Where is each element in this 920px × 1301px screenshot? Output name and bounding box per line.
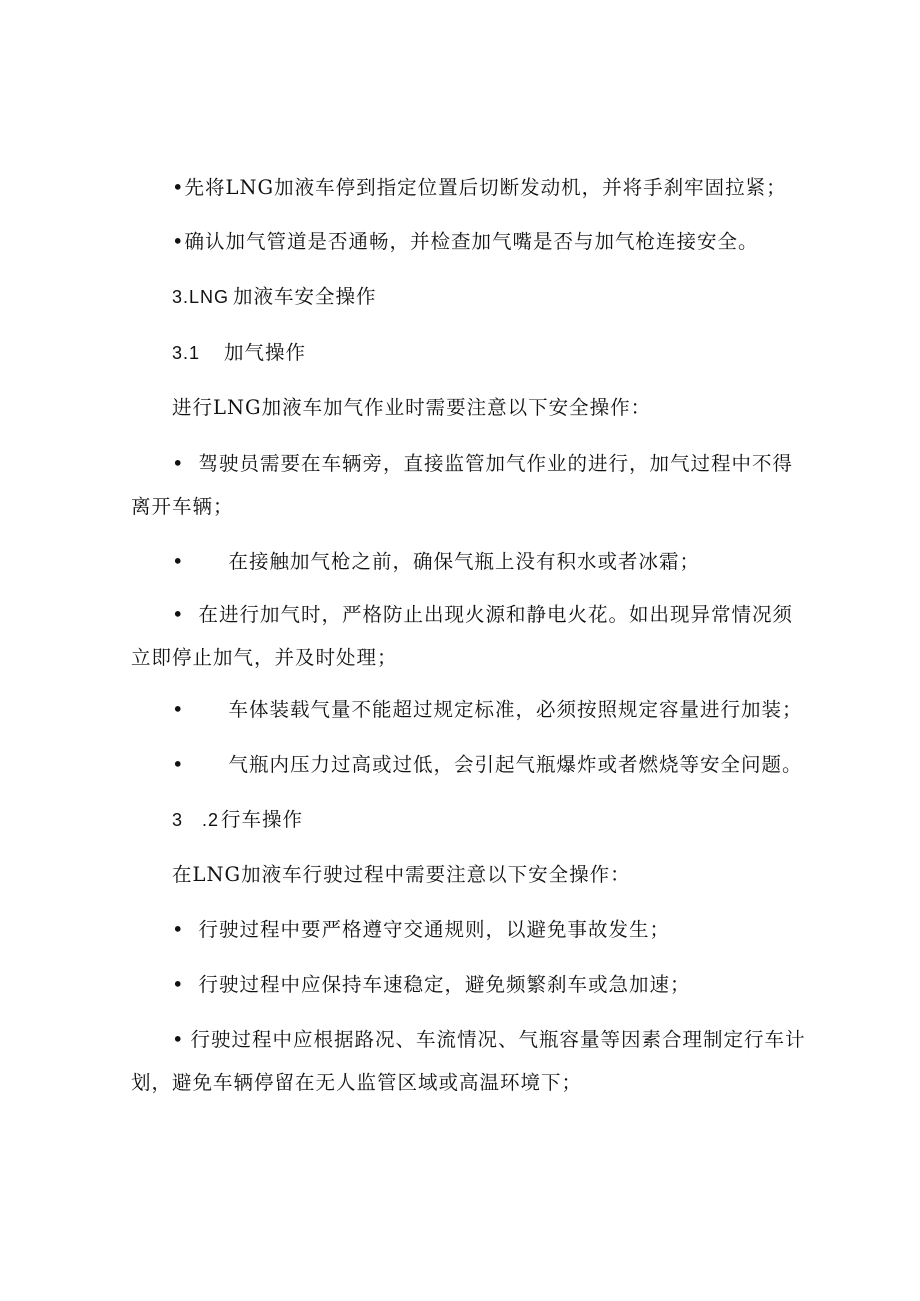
subsection-title: 加气操作 — [224, 341, 307, 364]
bullet-marker: • — [172, 550, 185, 573]
bullet-text: 行驶过程中应根据路况、车流情况、气瓶容量等因素合理制定行车计 — [190, 1028, 806, 1051]
bullet-item — [172, 971, 691, 999]
bullet-item — [172, 1026, 806, 1054]
bullet-text: 行驶过程中要严格遵守交通规则，以避免事故发生； — [198, 918, 671, 941]
section-heading — [172, 283, 377, 311]
bullet-text: 驾驶员需要在车辆旁，直接监管加气作业的进行，加气过程中不得 — [198, 452, 794, 475]
bullet-marker: • — [172, 918, 185, 941]
bullet-text: 行驶过程中应保持车速稳定，避免频繁刹车或急加速； — [198, 973, 691, 996]
bullet-marker: • — [172, 603, 185, 626]
bullet-marker: • — [172, 698, 185, 721]
bullet-text: 在接触加气枪之前，确保气瓶上没有积水或者冰霜； — [228, 550, 701, 573]
bullet-continuation: 离开车辆； — [131, 495, 234, 518]
section-title: 加液车安全操作 — [233, 285, 377, 308]
bullet-text: 在进行加气时，严格防止出现火源和静电火花。如出现异常情况须 — [198, 603, 794, 626]
subsection-title: 行车操作 — [221, 808, 304, 831]
bullet-item — [172, 601, 793, 629]
paragraph: 进行LNG加液车加气作业时需要注意以下安全操作： — [172, 396, 652, 419]
bullet-item — [172, 548, 700, 576]
bullet-item — [172, 751, 803, 779]
subsection-heading — [172, 806, 303, 834]
bullet-marker: • — [172, 230, 185, 253]
bullet-marker: • — [172, 1028, 185, 1051]
bullet-text: 确认加气管道是否通畅，并检查加气嘴是否与加气枪连接安全。 — [184, 230, 759, 253]
bullet-marker: • — [172, 753, 185, 776]
subsection-number: 3 .2 — [172, 810, 220, 830]
bullet-item — [172, 450, 793, 478]
bullet-item — [172, 174, 787, 202]
bullet-marker: • — [172, 973, 185, 996]
subsection-number: 3.1 — [172, 343, 201, 363]
bullet-marker: • — [172, 452, 185, 475]
bullet-item — [172, 228, 759, 256]
bullet-continuation: 划，避免车辆停留在无人监管区域或高温环境下； — [131, 1071, 583, 1094]
bullet-marker: • — [172, 176, 185, 199]
bullet-item — [172, 916, 670, 944]
subsection-heading — [172, 339, 306, 367]
bullet-text: 先将LNG加液车停到指定位置后切断发动机，并将手刹牢固拉紧； — [184, 176, 787, 199]
bullet-text: 车体装载气量不能超过规定标准，必须按照规定容量进行加装； — [228, 698, 803, 721]
section-number: 3.LNG — [172, 287, 230, 307]
bullet-text: 气瓶内压力过高或过低，会引起气瓶爆炸或者燃烧等安全问题。 — [228, 753, 803, 776]
paragraph: 在LNG加液车行驶过程中需要注意以下安全操作： — [172, 863, 631, 886]
bullet-continuation: 立即停止加气，并及时处理； — [131, 646, 398, 669]
bullet-item — [172, 696, 803, 724]
